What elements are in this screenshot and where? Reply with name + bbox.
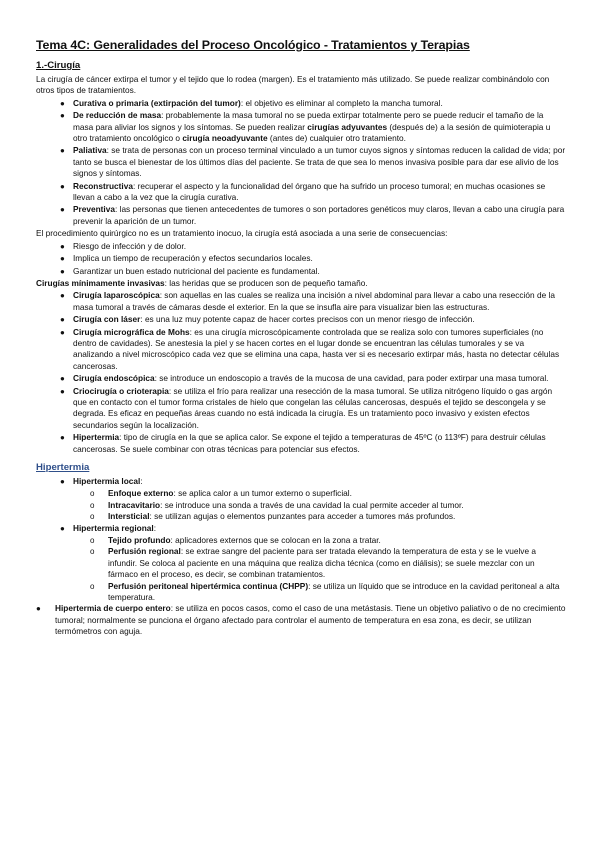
circle-bullet-icon: o xyxy=(90,581,95,591)
bullet-icon: ● xyxy=(60,523,65,533)
bullet-icon: ● xyxy=(60,433,65,443)
list-item: ● Cirugía endoscópica: se introduce un endoscopio a través de la mucosa de una cavidad, para poder extirpar una masa tumoral. xyxy=(60,373,549,384)
surgery-intro: La cirugía de cáncer extirpa el tumor y el tejido que lo rodea (margen). Es el tratamiento más utilizado. Se puede realizar combinándolo con otros tipos de tratamientos. xyxy=(36,74,550,96)
bullet-icon: ● xyxy=(60,374,65,384)
list-item: o Enfoque externo: se aplica calor a un tumor externo o superficial. xyxy=(90,488,352,499)
list-item: ● De reducción de masa: probablemente la masa tumoral no se pueda extirpar totalmente pero se puede reducir el tamaño de la masa para aliviar los signos y los síntomas. Se pueden realizar cirugías adyuvantes (después de) a la sesión de quimioterapia u otro tratamiento oncológico o cirugía neoadyuvante (antes de) cualquier otro tratamiento. xyxy=(60,110,551,144)
list-item: ● Hipertermia regional: xyxy=(60,522,157,533)
list-item: ● Preventiva: las personas que tienen antecedentes de tumores o son portadores genéticos muy claros, llevan a cabo una cirugía para prevenir la aparición de un tumor. xyxy=(60,204,565,226)
list-item: ● Cirugía con láser: es una luz muy potente capaz de hacer cortes precisos con un menor riesgo de infección. xyxy=(60,314,475,325)
list-item: o Intersticial: se utilizan agujas o elementos punzantes para acceder a tumores más profundos. xyxy=(90,511,456,522)
bullet-icon: ● xyxy=(60,146,65,156)
list-item: o Perfusión peritoneal hipertérmica continua (CHPP): se utiliza un líquido que se introduce en la cavidad peritoneal a alta temperatura. xyxy=(90,580,560,603)
consequences-list xyxy=(36,241,566,277)
bullet-icon: ● xyxy=(60,254,65,264)
circle-bullet-icon: o xyxy=(90,547,95,557)
circle-bullet-icon: o xyxy=(90,512,95,522)
list-item: o Perfusión regional: se extrae sangre del paciente para ser tratada elevando la temperatura de esta y se le vuelve a infundir. Se coloca al paciente en una máquina que realiza dicha técnica (como en diálisis); se suele mezclar con un fármaco en el proceso, es decir, se combinan tratamientos. xyxy=(90,546,536,580)
consequences-intro: El procedimiento quirúrgico no es un tratamiento inocuo, la cirugía está asociada a una serie de consecuencias: xyxy=(36,228,448,239)
list-item: ● Hipertermia: tipo de cirugía en la que se aplica calor. Se expone el tejido a temperaturas de 45ºC (o 113ºF) para destruir células cancerosas. Se suele combinar con otras técnicas para potenciar sus efectos. xyxy=(60,432,546,454)
document-page xyxy=(36,38,566,639)
list-item: ● Hipertermia de cuerpo entero: se utiliza en pocos casos, como el caso de una metástasis. Tiene un objetivo paliativo o de no crecimiento tumoral; normalmente se punciona el órgano afectado para controlar el aumento de temperatura en esa zona, es decir, se utilizan termómetros con aguja. xyxy=(36,603,566,637)
list-item: ● Paliativa: se trata de personas con un proceso terminal vinculado a un tumor cuyos signos y síntomas reducen la calidad de vida; por tanto se busca el bienestar de los últimos días del paciente. Se trata de que sea lo menos invasiva posible para dar ese alivio de los signos y síntomas. xyxy=(60,145,566,179)
bullet-icon: ● xyxy=(60,205,65,215)
list-item: o Intracavitario: se introduce una sonda a través de una cavidad la cual permite acceder al tumor. xyxy=(90,499,464,510)
bullet-icon: ● xyxy=(60,111,65,121)
bullet-icon: ● xyxy=(60,291,65,301)
bullet-icon: ● xyxy=(60,386,65,396)
bullet-icon: ● xyxy=(60,477,65,486)
circle-bullet-icon: o xyxy=(90,500,95,510)
bullet-icon: ● xyxy=(36,604,41,614)
list-item: ● Curativa o primaria (extirpación del tumor): el objetivo es eliminar al completo la mancha tumoral. xyxy=(60,97,443,108)
bullet-icon: ● xyxy=(60,266,65,276)
list-item: ● Reconstructiva: recuperar el aspecto y la funcionalidad del órgano que ha sufrido un proceso tumoral; en muchas ocasiones se llevan a cabo a la vez que la cirugía curativa. xyxy=(60,180,546,203)
bullet-icon: ● xyxy=(60,327,65,337)
bullet-icon: ● xyxy=(60,98,65,108)
list-item: ● Riesgo de infección y de dolor. xyxy=(60,240,187,251)
list-item: ● Hipertermia local: xyxy=(60,476,143,486)
list-item: ● Implica un tiempo de recuperación y efectos secundarios locales. xyxy=(60,253,313,264)
page-title: Tema 4C: Generalidades del Proceso Oncológico - Tratamientos y Terapias xyxy=(36,38,470,52)
circle-bullet-icon: o xyxy=(90,489,95,499)
hyperthermia-list xyxy=(36,476,566,638)
minimally-invasive-intro: Cirugías mínimamente invasivas: las heridas que se producen son de pequeño tamaño. xyxy=(36,277,368,288)
bullet-icon: ● xyxy=(60,315,65,325)
list-item: o Tejido profundo: aplicadores externos que se colocan en la zona a tratar. xyxy=(90,535,381,546)
section-heading-hyperthermia: Hipertermia xyxy=(36,462,90,473)
surgery-types-list xyxy=(36,98,566,227)
section-heading-surgery: 1.-Cirugía xyxy=(36,60,81,71)
bullet-icon: ● xyxy=(60,241,65,251)
list-item: ● Criocirugía o crioterapia: se utiliza el frío para realizar una resección de la masa tumoral. Se utiliza nitrógeno líquido o gas argón que en contacto con el tumor forma cristales de hielo que congelan las células cancerosas, después el tejido se descongela y se degrada. Es eficaz en pequeñas áreas cuando no está indicada la cirugía. Es un tratamiento poco invasivo y existen efectos secundarios según la localización. xyxy=(60,385,553,430)
circle-bullet-icon: o xyxy=(90,536,95,546)
bullet-icon: ● xyxy=(60,181,65,191)
list-item: ● Garantizar un buen estado nutricional del paciente es fundamental. xyxy=(60,265,320,276)
list-item: ● Cirugía micrográfica de Mohs: es una cirugía microscópicamente controlada que se realiza solo con tumores superficiales (no dentro de cavidades). Se anestesia la piel y se hacen cortes en el lugar donde se encuentran las células tumorales y se va analizando a nivel microscópico cada vez que se elimina una capa, hasta ver si es necesario extirpar más, hasta no detectar células cancerosas. xyxy=(60,326,560,371)
minimally-invasive-list xyxy=(36,290,566,455)
list-item: ● Cirugía laparoscópica: son aquellas en las cuales se realiza una incisión a nivel abdominal para llevar a cabo una resección de la masa tumoral a través de cámaras desde el exterior. En la que se insufla aire para visualizar bien las estructuras. xyxy=(60,290,555,312)
